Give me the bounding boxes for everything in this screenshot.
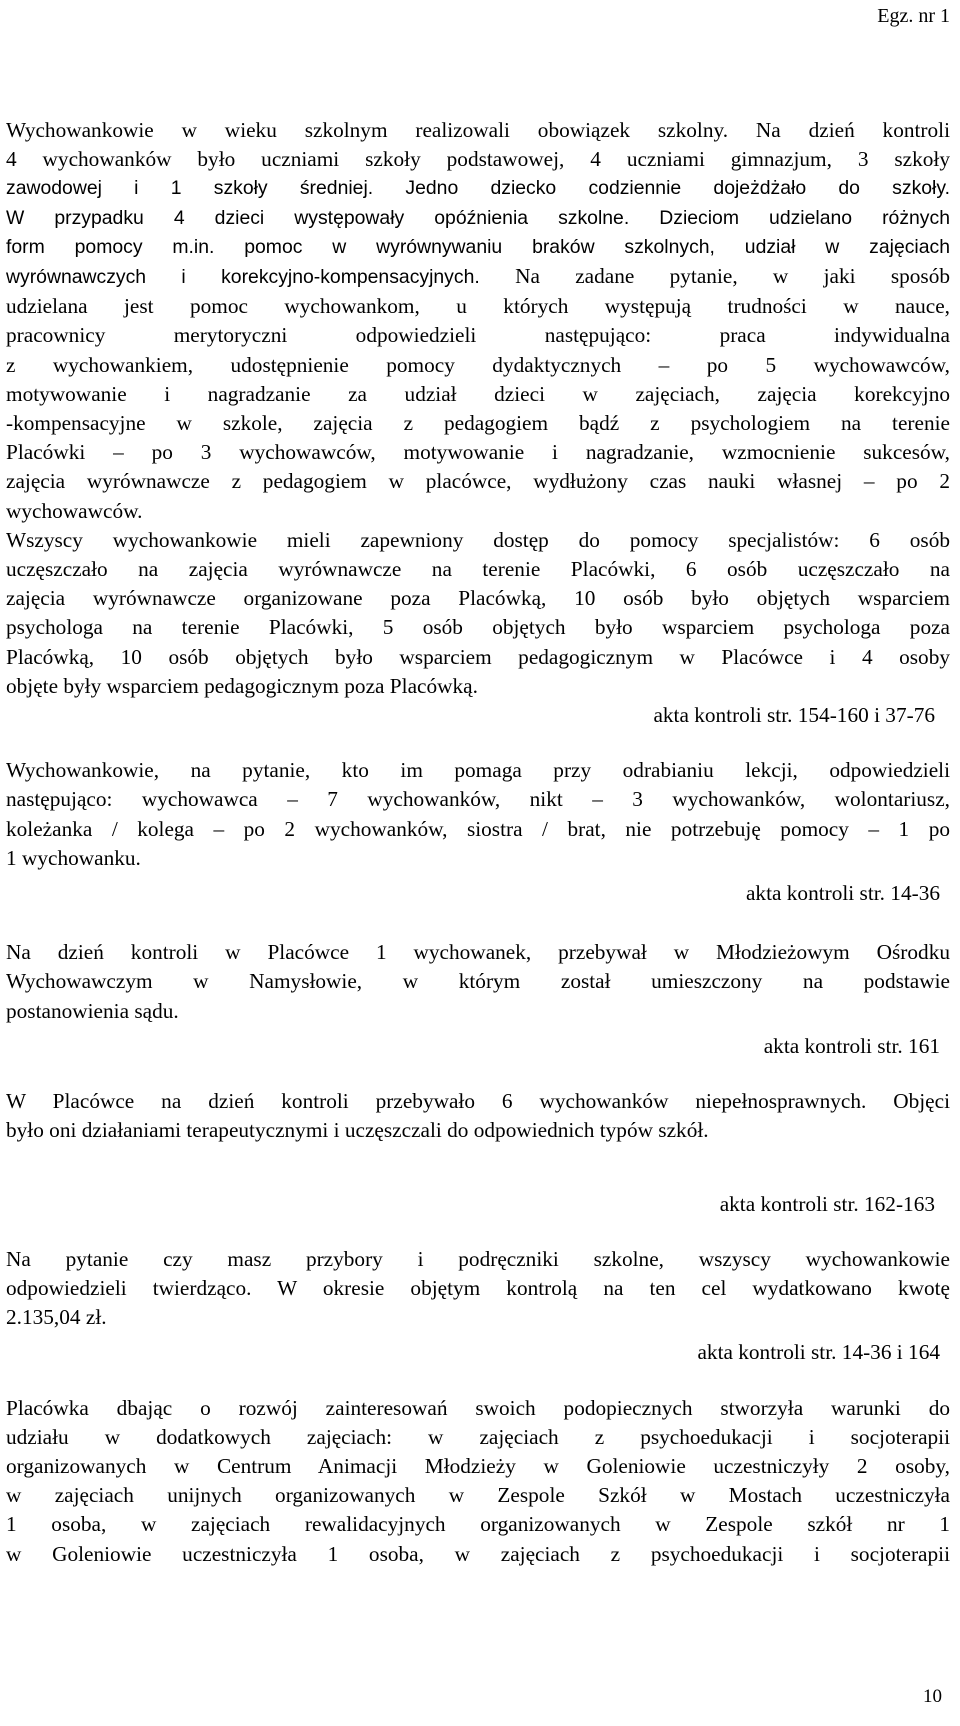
- paragraph-homework-help: [6, 756, 950, 873]
- text-line: objęte były wsparciem pedagogicznym poza Placówką.: [6, 673, 478, 698]
- text-line: udzielana jest pomoc wychowankom, u których występują trudności w nauce,: [6, 294, 950, 319]
- file-reference: akta kontroli str. 14-36: [745, 881, 940, 906]
- text-line: zajęcia wyrównawcze organizowane poza Placówką, 10 osób było objętych wsparciem: [6, 586, 950, 611]
- text-line: Placówki – po 3 wychowawców, motywowanie i nagradzanie, wzmocnienie sukcesów,: [6, 440, 950, 465]
- text-line: organizowanych w Centrum Animacji Młodzieży w Goleniowie uczestniczyły 2 osoby,: [6, 1453, 950, 1478]
- paragraph-school-supplies: [6, 1245, 950, 1333]
- paragraph-extra-activities: [6, 1394, 950, 1569]
- text-line: W Placówce na dzień kontroli przebywało 6 wychowanków niepełnosprawnych. Objęci: [6, 1089, 950, 1114]
- document-body: [6, 116, 950, 1569]
- serif-fragment: Na zadane pytanie, w jaki sposób: [515, 264, 950, 289]
- text-line: Wychowankowie w wieku szkolnym realizowali obowiązek szkolny. Na dzień kontroli: [6, 118, 950, 142]
- text-line: zawodowej i 1 szkoły średniej. Jedno dziecko codziennie dojeżdżało do szkoły.: [6, 177, 950, 200]
- text-line: motywowanie i nagradzanie za udział dzieci w zajęciach, zajęcia korekcyjno: [6, 381, 950, 406]
- text-line: następująco: wychowawca – 7 wychowanków, nikt – 3 wychowanków, wolontariusz,: [6, 787, 950, 812]
- text-line: psychologa na terenie Placówki, 5 osób objętych było wsparciem psychologa poza: [6, 615, 950, 640]
- file-reference: akta kontroli str. 154-160 i 37-76: [653, 703, 935, 728]
- file-reference: akta kontroli str. 162-163: [719, 1191, 935, 1216]
- text-line: -kompensacyjne w szkole, zajęcia z pedagogiem bądź z psychologiem na terenie: [6, 411, 950, 436]
- text-line: postanowienia sądu.: [6, 998, 179, 1023]
- text-line: 4 wychowanków było uczniami szkoły podstawowej, 4 uczniami gimnazjum, 3 szkoły: [6, 147, 950, 172]
- paragraph-school-obligation: [6, 116, 950, 526]
- text-line: było oni działaniami terapeutycznymi i uczęszczali do odpowiednich typów szkół.: [6, 1118, 709, 1143]
- paragraph-disabled-pupils: [6, 1087, 950, 1145]
- text-line: w zajęciach unijnych organizowanych w Zespole Szkół w Mostach uczestniczyła: [6, 1483, 950, 1508]
- sans-text-block: [6, 174, 950, 292]
- text-line: form pomocy m.in. pomoc w wyrównywaniu braków szkolnych, udział w zajęciach: [6, 235, 950, 258]
- copy-number-label: Egz. nr 1: [877, 5, 950, 27]
- text-line: wychowawców.: [6, 498, 143, 523]
- text-line: 2.135,04 zł.: [6, 1305, 107, 1330]
- text-line: Wszyscy wychowankowie mieli zapewniony dostęp do pomocy specjalistów: 6 osób: [6, 527, 950, 552]
- file-reference: akta kontroli str. 14-36 i 164: [697, 1340, 940, 1365]
- file-reference: akta kontroli str. 161: [763, 1033, 940, 1058]
- text-line: Placówką, 10 osób objętych było wsparciem pedagogicznym w Placówce i 4 osoby: [6, 644, 950, 669]
- text-line: koleżanka / kolega – po 2 wychowanków, siostra / brat, nie potrzebuję pomocy – 1 po: [6, 816, 950, 841]
- text-line: 1 wychowanku.: [6, 845, 141, 870]
- text-line: w Goleniowie uczestniczyła 1 osoba, w zajęciach z psychoedukacji i socjoterapii: [6, 1541, 950, 1566]
- text-line: Placówka dbając o rozwój zainteresowań swoich podopiecznych stworzyła warunki do: [6, 1395, 950, 1420]
- text-line: Na pytanie czy masz przybory i podręczniki szkolne, wszyscy wychowankowie: [6, 1246, 950, 1271]
- text-line: W przypadku 4 dzieci występowały opóźnienia szkolne. Dzieciom udzielano różnych: [6, 206, 950, 229]
- text-line: uczęszczało na zajęcia wyrównawcze na terenie Placówki, 6 osób uczęszczało na: [6, 557, 950, 582]
- page-number: 10: [923, 1686, 942, 1707]
- sans-fragment: wyrównawczych i korekcyjno-kompensacyjnych.: [6, 266, 480, 289]
- text-line: Wychowankowie, na pytanie, kto im pomaga przy odrabianiu lekcji, odpowiedzieli: [6, 758, 950, 783]
- text-line: 1 osoba, w zajęciach rewalidacyjnych organizowanych w Zespole szkół nr 1: [6, 1512, 950, 1537]
- text-line: odpowiedzieli twierdząco. W okresie objętym kontrolą na ten cel wydatkowano kwotę: [6, 1275, 950, 1300]
- paragraph-youth-center: [6, 938, 950, 1026]
- text-line: Na dzień kontroli w Placówce 1 wychowanek, przebywał w Młodzieżowym Ośrodku: [6, 940, 950, 965]
- text-line: udziału w dodatkowych zajęciach: w zajęciach z psychoedukacji i socjoterapii: [6, 1424, 950, 1449]
- paragraph-specialist-support: [6, 526, 950, 701]
- text-line: Wychowawczym w Namysłowie, w którym został umieszczony na podstawie: [6, 969, 950, 994]
- text-line: pracownicy merytoryczni odpowiedzieli następująco: praca indywidualna: [6, 323, 950, 348]
- mixed-line: [6, 262, 950, 292]
- text-line: z wychowankiem, udostępnienie pomocy dydaktycznych – po 5 wychowawców,: [6, 352, 950, 377]
- text-line: zajęcia wyrównawcze z pedagogiem w placówce, wydłużony czas nauki własnej – po 2: [6, 469, 950, 494]
